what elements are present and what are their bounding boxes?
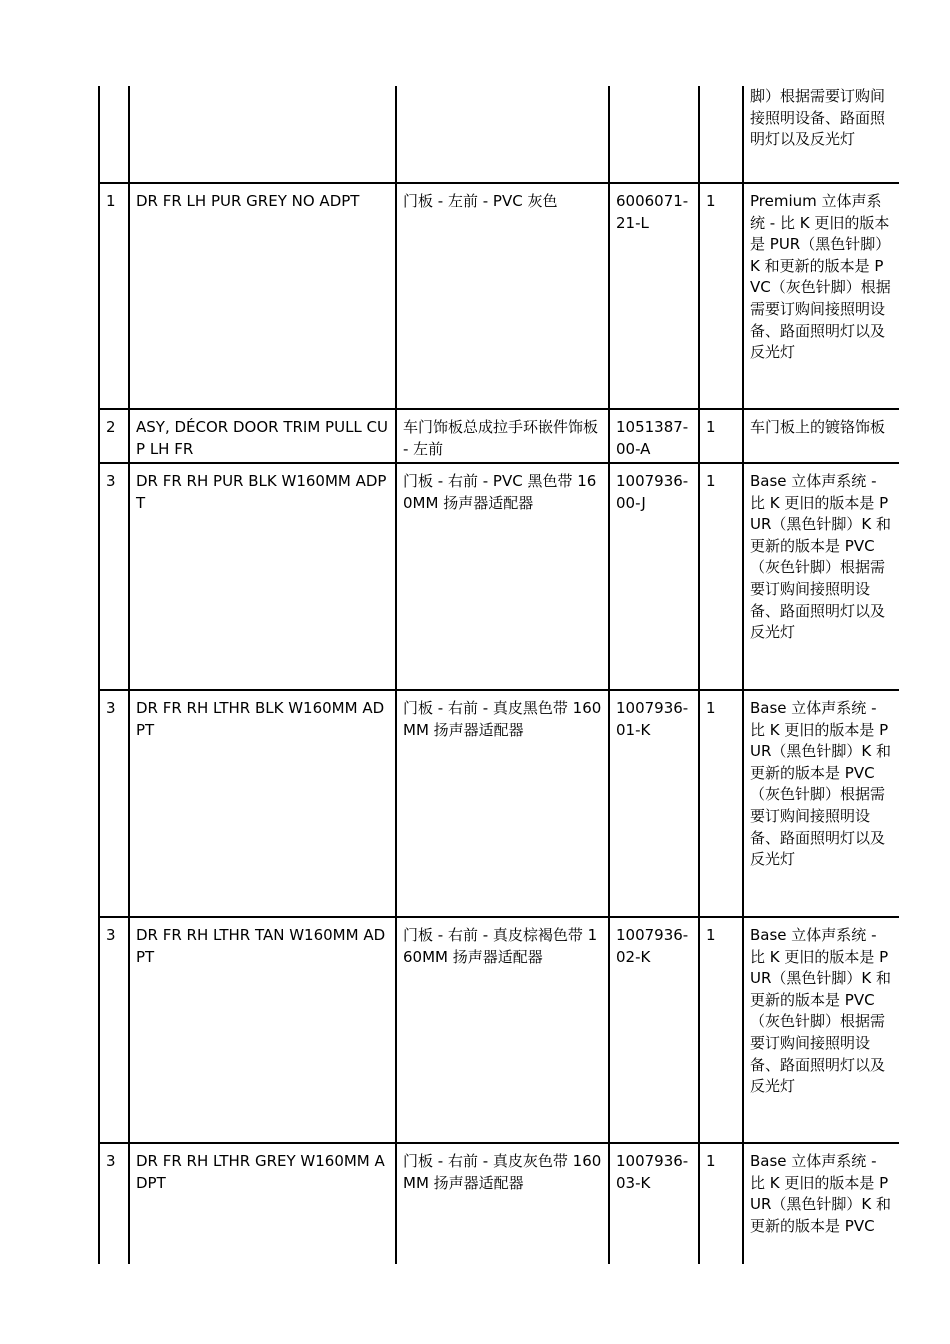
table-row — [99, 86, 899, 183]
name-zh-cell: 门板 - 左前 - PVC 灰色 — [396, 183, 609, 409]
level-cell: 1 — [99, 183, 129, 409]
part-number-cell: 1051387-00-A — [609, 409, 699, 463]
table-row — [99, 409, 899, 463]
part-number-cell: 1007936-02-K — [609, 917, 699, 1143]
remark-cell: Base 立体声系统 - 比 K 更旧的版本是 PUR（黑色针脚）K 和更新的版本是 PVC（灰色针脚）根据需要订购间接照明设备、路面照明灯以及反光灯 — [743, 917, 899, 1143]
level-cell: 3 — [99, 463, 129, 690]
name-zh-cell: 门板 - 右前 - PVC 黑色带 160MM 扬声器适配器 — [396, 463, 609, 690]
name-en-cell: DR FR RH LTHR TAN W160MM ADPT — [129, 917, 396, 1143]
quantity-cell: 1 — [699, 917, 743, 1143]
level-cell: 3 — [99, 917, 129, 1143]
name-en-cell: DR FR RH LTHR BLK W160MM ADPT — [129, 690, 396, 917]
name-en-cell — [129, 86, 396, 183]
table-row — [99, 463, 899, 690]
quantity-cell: 1 — [699, 183, 743, 409]
remark-cell: Base 立体声系统 - 比 K 更旧的版本是 PUR（黑色针脚）K 和更新的版本是 PVC（灰色针脚）根据需要订购间接照明设备、路面照明灯以及反光灯 — [743, 690, 899, 917]
quantity-cell: 1 — [699, 1143, 743, 1264]
name-zh-cell: 门板 - 右前 - 真皮灰色带 160MM 扬声器适配器 — [396, 1143, 609, 1264]
table-row — [99, 183, 899, 409]
level-cell — [99, 86, 129, 183]
name-zh-cell: 车门饰板总成拉手环嵌件饰板 - 左前 — [396, 409, 609, 463]
table-row — [99, 690, 899, 917]
table-row — [99, 917, 899, 1143]
quantity-cell — [699, 86, 743, 183]
name-zh-cell: 门板 - 右前 - 真皮黑色带 160MM 扬声器适配器 — [396, 690, 609, 917]
name-zh-cell: 门板 - 右前 - 真皮棕褐色带 160MM 扬声器适配器 — [396, 917, 609, 1143]
remark-cell: Premium 立体声系统 - 比 K 更旧的版本是 PUR（黑色针脚）K 和更新的版本是 PVC（灰色针脚）根据需要订购间接照明设备、路面照明灯以及反光灯 — [743, 183, 899, 409]
part-number-cell: 6006071-21-L — [609, 183, 699, 409]
quantity-cell: 1 — [699, 690, 743, 917]
name-en-cell: ASY, DÉCOR DOOR TRIM PULL CUP LH FR — [129, 409, 396, 463]
name-en-cell: DR FR LH PUR GREY NO ADPT — [129, 183, 396, 409]
level-cell: 2 — [99, 409, 129, 463]
quantity-cell: 1 — [699, 463, 743, 690]
level-cell: 3 — [99, 690, 129, 917]
name-en-cell: DR FR RH PUR BLK W160MM ADPT — [129, 463, 396, 690]
name-en-cell: DR FR RH LTHR GREY W160MM ADPT — [129, 1143, 396, 1264]
level-cell: 3 — [99, 1143, 129, 1264]
part-number-cell: 1007936-01-K — [609, 690, 699, 917]
parts-table — [98, 86, 899, 1264]
remark-cell: 脚）根据需要订购间接照明设备、路面照明灯以及反光灯 — [743, 86, 899, 183]
part-number-cell: 1007936-00-J — [609, 463, 699, 690]
part-number-cell: 1007936-03-K — [609, 1143, 699, 1264]
part-number-cell — [609, 86, 699, 183]
quantity-cell: 1 — [699, 409, 743, 463]
remark-cell: 车门板上的镀铬饰板 — [743, 409, 899, 463]
remark-cell: Base 立体声系统 - 比 K 更旧的版本是 PUR（黑色针脚）K 和更新的版本是 PVC — [743, 1143, 899, 1264]
table-row — [99, 1143, 899, 1264]
remark-cell: Base 立体声系统 - 比 K 更旧的版本是 PUR（黑色针脚）K 和更新的版本是 PVC（灰色针脚）根据需要订购间接照明设备、路面照明灯以及反光灯 — [743, 463, 899, 690]
name-zh-cell — [396, 86, 609, 183]
